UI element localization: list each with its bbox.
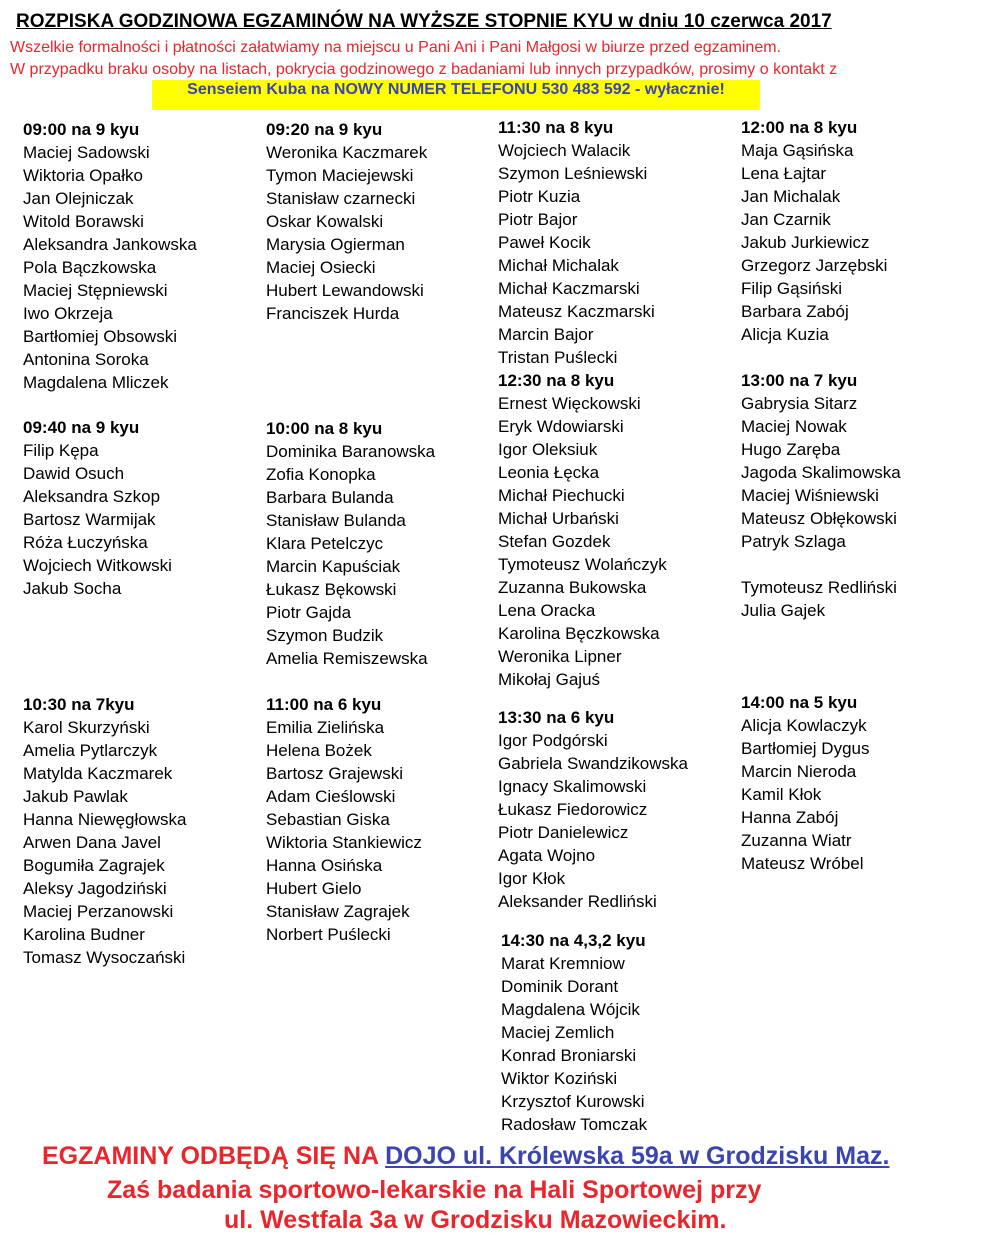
- participant-name: Łukasz Bękowski: [266, 580, 397, 599]
- participant-name: Tymoteusz Redliński: [741, 578, 897, 597]
- participant-name: Antonina Soroka: [23, 350, 149, 369]
- exam-group-1130: [498, 116, 655, 369]
- participant-name: Łukasz Fiedorowicz: [498, 800, 648, 819]
- participant-name: Hanna Zabój: [741, 808, 839, 827]
- participant-name: Jan Olejniczak: [23, 189, 134, 208]
- participant-name: Hugo Zaręba: [741, 440, 841, 459]
- group-heading: 12:30 na 8 kyu: [498, 371, 615, 390]
- participant-name: Barbara Zabój: [741, 302, 849, 321]
- participant-name: Tymon Maciejewski: [266, 166, 414, 185]
- exam-group-1030: [23, 693, 186, 969]
- participant-name: Magdalena Wójcik: [501, 1000, 640, 1019]
- participant-name: Amelia Remiszewska: [266, 649, 428, 668]
- participant-name: Dominik Dorant: [501, 977, 619, 996]
- participant-name: Mateusz Obłękowski: [741, 509, 897, 528]
- participant-name: Piotr Danielewicz: [498, 823, 629, 842]
- group-heading: 12:00 na 8 kyu: [741, 118, 858, 137]
- participant-name: Michał Michalak: [498, 256, 619, 275]
- participant-name: Weronika Kaczmarek: [266, 143, 428, 162]
- participant-name: Tymoteusz Wolańczyk: [498, 555, 667, 574]
- participant-name: Hanna Osińska: [266, 856, 383, 875]
- participant-name: Igor Kłok: [498, 869, 566, 888]
- group-heading: 10:30 na 7kyu: [23, 695, 135, 714]
- participant-name: Bartłomiej Dygus: [741, 739, 870, 758]
- participant-name: Eryk Wdowiarski: [498, 417, 624, 436]
- participant-name: Julia Gajek: [741, 601, 826, 620]
- exam-group-1200: [741, 116, 887, 346]
- exam-group-1330: [498, 706, 688, 913]
- participant-name: Marcin Kapuściak: [266, 557, 401, 576]
- group-heading: 10:00 na 8 kyu: [266, 419, 383, 438]
- page-title: ROZPISKA GODZINOWA EGZAMINÓW NA WYŻSZE STOPNIE KYU w dniu 10 czerwca 2017: [16, 11, 832, 32]
- participant-name: Filip Kępa: [23, 441, 99, 460]
- participant-name: Iwo Okrzeja: [23, 304, 113, 323]
- participant-name: Gabriela Swandzikowska: [498, 754, 688, 773]
- participant-name: Adam Cieślowski: [266, 787, 396, 806]
- participant-name: Zofia Konopka: [266, 465, 376, 484]
- participant-name: Radosław Tomczak: [501, 1115, 648, 1134]
- participant-name: Tristan Puślecki: [498, 348, 618, 367]
- participant-name: Krzysztof Kurowski: [501, 1092, 645, 1111]
- participant-name: Marysia Ogierman: [266, 235, 405, 254]
- participant-name: Arwen Dana Javel: [23, 833, 161, 852]
- participant-name: Lena Oracka: [498, 601, 596, 620]
- exam-group-1300: [741, 369, 901, 622]
- participant-name: Aleksandra Jankowska: [23, 235, 197, 254]
- participant-name: Filip Gąsiński: [741, 279, 843, 298]
- participant-name: Aleksy Jagodziński: [23, 879, 167, 898]
- footer-exam-location: [42, 1141, 889, 1171]
- participant-name: Wiktoria Opałko: [23, 166, 143, 185]
- participant-name: Dawid Osuch: [23, 464, 125, 483]
- participant-name: Róża Łuczyńska: [23, 533, 148, 552]
- participant-name: Pola Bączkowska: [23, 258, 157, 277]
- contact-phone-line: Senseiem Kuba na NOWY NUMER TELEFONU 530 483 592 - wyłacznie!: [187, 81, 725, 98]
- participant-name: Jagoda Skalimowska: [741, 463, 901, 482]
- participant-name: Marcin Bajor: [498, 325, 594, 344]
- group-heading: 14:30 na 4,3,2 kyu: [501, 931, 646, 950]
- participant-name: Weronika Lipner: [498, 647, 622, 666]
- group-heading: 14:00 na 5 kyu: [741, 693, 858, 712]
- group-heading: 09:40 na 9 kyu: [23, 418, 140, 437]
- participant-name: Karolina Bęczkowska: [498, 624, 660, 643]
- participant-name: Bartłomiej Obsowski: [23, 327, 177, 346]
- participant-name: Alicja Kuzia: [741, 325, 829, 344]
- exam-group-1000: [266, 417, 435, 670]
- participant-name: Michał Kaczmarski: [498, 279, 640, 298]
- participant-name: Ernest Więckowski: [498, 394, 641, 413]
- participant-name: Bartosz Warmijak: [23, 510, 156, 529]
- participant-name: Gabrysia Sitarz: [741, 394, 858, 413]
- info-line-contact-request: W przypadku braku osoby na listach, pokrycia godzinowego z badaniami lub innych przypadków, prosimy o kontakt z: [10, 61, 838, 78]
- participant-name: [741, 553, 901, 576]
- participant-name: Maciej Perzanowski: [23, 902, 174, 921]
- group-heading: 11:00 na 6 kyu: [266, 695, 382, 714]
- participant-name: Hubert Gielo: [266, 879, 362, 898]
- participant-name: Wojciech Walacik: [498, 141, 631, 160]
- participant-name: Jan Czarnik: [741, 210, 831, 229]
- participant-name: Konrad Broniarski: [501, 1046, 637, 1065]
- participant-name: Emilia Zielińska: [266, 718, 385, 737]
- participant-name: Wiktor Koziński: [501, 1069, 618, 1088]
- participant-name: Aleksandra Szkop: [23, 487, 161, 506]
- group-heading: 13:30 na 6 kyu: [498, 708, 615, 727]
- group-heading: 13:00 na 7 kyu: [741, 371, 858, 390]
- participant-name: Aleksander Redliński: [498, 892, 657, 911]
- participant-name: Stanisław Zagrajek: [266, 902, 410, 921]
- participant-name: Wojciech Witkowski: [23, 556, 172, 575]
- participant-name: Paweł Kocik: [498, 233, 591, 252]
- participant-name: Klara Petelczyc: [266, 534, 384, 553]
- participant-name: Patryk Szlaga: [741, 532, 846, 551]
- exam-group-0900: [23, 118, 197, 394]
- participant-name: Grzegorz Jarzębski: [741, 256, 888, 275]
- footer-location-prefix: EGZAMINY ODBĘDĄ SIĘ NA: [42, 1142, 386, 1170]
- exam-group-1400: [741, 691, 870, 875]
- participant-name: Mateusz Wróbel: [741, 854, 864, 873]
- exam-group-1430: [501, 929, 647, 1136]
- participant-name: Witold Borawski: [23, 212, 144, 231]
- participant-name: Ignacy Skalimowski: [498, 777, 647, 796]
- participant-name: Stanisław czarnecki: [266, 189, 416, 208]
- participant-name: Franciszek Hurda: [266, 304, 400, 323]
- participant-name: Igor Podgórski: [498, 731, 608, 750]
- participant-name: Maciej Osiecki: [266, 258, 376, 277]
- participant-name: Piotr Bajor: [498, 210, 578, 229]
- participant-name: Jakub Jurkiewicz: [741, 233, 870, 252]
- footer-medical-address: ul. Westfala 3a w Grodzisku Mazowieckim.: [224, 1206, 727, 1234]
- participant-name: Kamil Kłok: [741, 785, 822, 804]
- participant-name: Piotr Gajda: [266, 603, 352, 622]
- participant-name: Maciej Stępniewski: [23, 281, 168, 300]
- participant-name: Maja Gąsińska: [741, 141, 854, 160]
- participant-name: Szymon Budzik: [266, 626, 384, 645]
- participant-name: Stefan Gozdek: [498, 532, 611, 551]
- participant-name: Zuzanna Wiatr: [741, 831, 852, 850]
- participant-name: Karolina Budner: [23, 925, 145, 944]
- participant-name: Karol Skurzyński: [23, 718, 150, 737]
- participant-name: Maciej Wiśniewski: [741, 486, 879, 505]
- participant-name: Szymon Leśniewski: [498, 164, 648, 183]
- exam-group-0940: [23, 416, 172, 600]
- participant-name: Bogumiła Zagrajek: [23, 856, 165, 875]
- participant-name: Stanisław Bulanda: [266, 511, 406, 530]
- participant-name: Hubert Lewandowski: [266, 281, 424, 300]
- group-heading: 09:20 na 9 kyu: [266, 120, 383, 139]
- group-heading: 11:30 na 8 kyu: [498, 118, 614, 137]
- info-line-formalities: Wszelkie formalności i płatności załatwiamy na miejscu u Pani Ani i Pani Małgosi w biurze przed egzaminem.: [10, 39, 781, 56]
- participant-name: Wiktoria Stankiewicz: [266, 833, 422, 852]
- participant-name: Norbert Puślecki: [266, 925, 391, 944]
- participant-name: Jan Michalak: [741, 187, 841, 206]
- participant-name: Agata Wojno: [498, 846, 596, 865]
- exam-group-0920: [266, 118, 427, 325]
- participant-name: Bartosz Grajewski: [266, 764, 403, 783]
- participant-name: Marcin Nieroda: [741, 762, 857, 781]
- exam-group-1100: [266, 693, 422, 946]
- participant-name: Oskar Kowalski: [266, 212, 384, 231]
- participant-name: Tomasz Wysoczański: [23, 948, 186, 967]
- participant-name: Igor Oleksiuk: [498, 440, 598, 459]
- participant-name: Maciej Sadowski: [23, 143, 150, 162]
- participant-name: Leonia Łęcka: [498, 463, 600, 482]
- participant-name: Jakub Pawlak: [23, 787, 128, 806]
- footer-medical-info: Zaś badania sportowo-lekarskie na Hali Sportowej przy: [107, 1176, 762, 1204]
- participant-name: Michał Piechucki: [498, 486, 625, 505]
- participant-name: Matylda Kaczmarek: [23, 764, 173, 783]
- participant-name: Michał Urbański: [498, 509, 619, 528]
- participant-name: Magdalena Mliczek: [23, 373, 169, 392]
- dojo-address-link[interactable]: DOJO ul. Królewska 59a w Grodzisku Maz.: [385, 1142, 890, 1170]
- participant-name: Barbara Bulanda: [266, 488, 394, 507]
- exam-group-1230: [498, 369, 667, 691]
- participant-name: Alicja Kowlaczyk: [741, 716, 867, 735]
- participant-name: Piotr Kuzia: [498, 187, 581, 206]
- participant-name: Mikołaj Gajuś: [498, 670, 601, 689]
- participant-name: Zuzanna Bukowska: [498, 578, 647, 597]
- group-heading: 09:00 na 9 kyu: [23, 120, 140, 139]
- participant-name: Hanna Niewęgłowska: [23, 810, 187, 829]
- participant-name: Helena Bożek: [266, 741, 372, 760]
- participant-name: Maciej Nowak: [741, 417, 847, 436]
- participant-name: Sebastian Giska: [266, 810, 390, 829]
- participant-name: Dominika Baranowska: [266, 442, 436, 461]
- participant-name: Marat Kremniow: [501, 954, 625, 973]
- participant-name: Maciej Zemlich: [501, 1023, 615, 1042]
- participant-name: Jakub Socha: [23, 579, 122, 598]
- participant-name: Mateusz Kaczmarski: [498, 302, 655, 321]
- participant-name: Lena Łajtar: [741, 164, 827, 183]
- participant-name: Amelia Pytlarczyk: [23, 741, 158, 760]
